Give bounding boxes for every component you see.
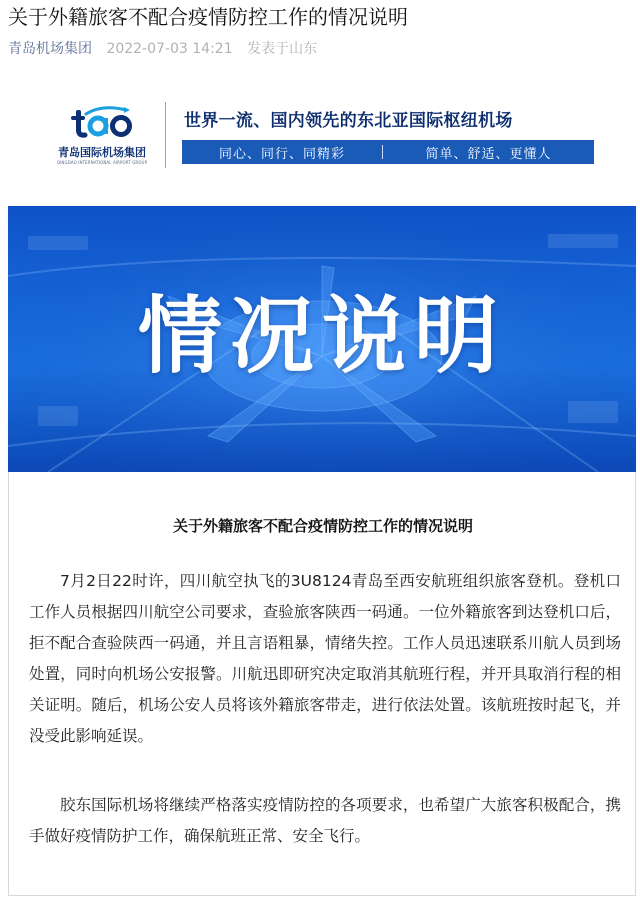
logo-text-en: QINGDAO INTERNATIONAL AIRPORT GROUP (56, 160, 148, 165)
hero-title: 情况说明 (137, 287, 506, 385)
article-title: 关于外籍旅客不配合疫情防控工作的情况说明 (8, 5, 408, 29)
hero-image (8, 206, 636, 472)
tao-logo-icon (68, 102, 136, 146)
article-meta (8, 40, 317, 58)
statement-body (8, 472, 636, 896)
slogan-bar (182, 140, 594, 164)
publish-location: 发表于山东 (247, 41, 318, 57)
author-link[interactable]: 青岛机场集团 (8, 41, 92, 57)
publish-datetime: 2022-07-03 14:21 (106, 41, 233, 57)
slogan-main: 世界一流、国内领先的东北亚国际枢纽机场 (184, 111, 513, 131)
statement-paragraph-1: 7月2日22时许，四川航空执飞的3U8124青岛至西安航班组织旅客登机。登机口工作人员根据四川航空公司要求，查验旅客陕西一码通。一位外籍旅客到达登机口后，拒不配合查验陕西一码通，并且言语粗暴，情绪失控。工作人员迅速联系川航人员到场处置，同时向机场公安报警。川航迅即研究决定取消其航班行程，并开具取消行程的相关证明。随后，机场公安人员将该外籍旅客带走，进行依法处置。该航班按时起飞，并没受此影响延误。 (29, 572, 621, 745)
statement-heading: 关于外籍旅客不配合疫情防控工作的情况说明 (172, 517, 473, 535)
airport-banner (48, 100, 596, 172)
statement-paragraph-2: 胶东国际机场将继续严格落实疫情防控的各项要求，也希望广大旅客积极配合，携手做好疫情防护工作，确保航班正常、安全飞行。 (29, 796, 621, 845)
slogan-left: 同心、同行、同精彩 (218, 146, 345, 162)
logo-text-cn: 青岛国际机场集团 (58, 146, 146, 159)
airport-logo (48, 100, 156, 172)
banner-divider (165, 102, 166, 168)
slogan-right: 简单、舒适、更懂人 (425, 146, 552, 162)
